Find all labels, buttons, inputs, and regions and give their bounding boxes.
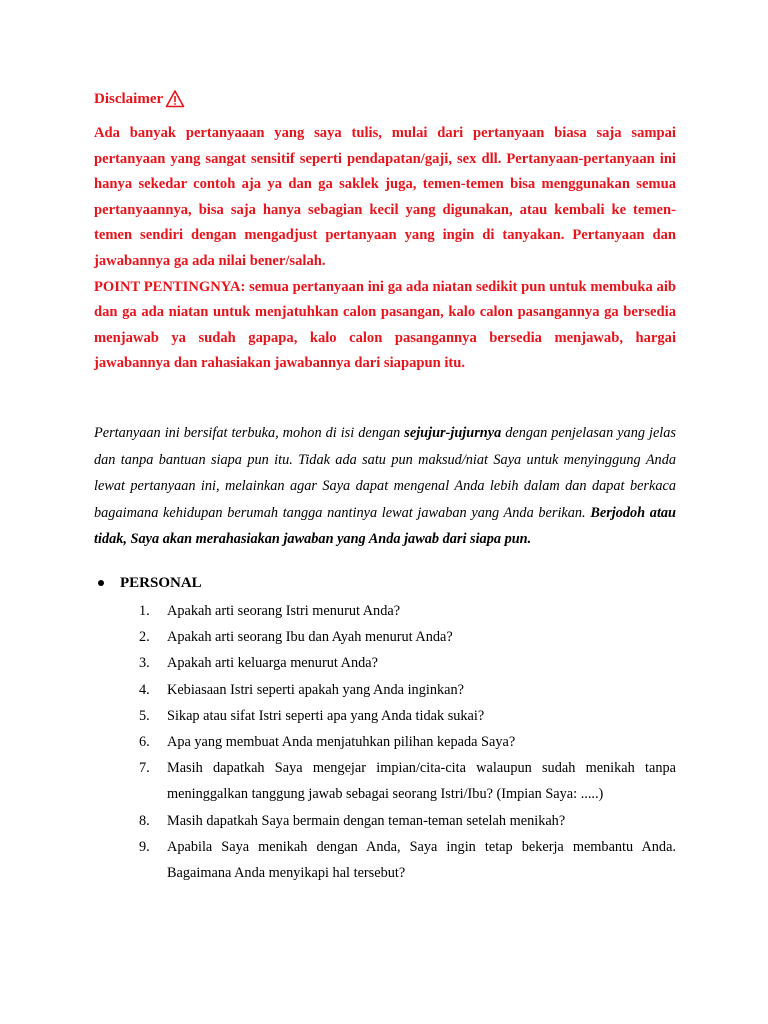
question-text: Apakah arti keluarga menurut Anda? <box>167 655 378 672</box>
intro-text-part1: Pertanyaan ini bersifat terbuka, mohon di isi dengan <box>94 424 405 441</box>
question-text: Apakah arti seorang Ibu dan Ayah menurut Anda? <box>167 629 453 646</box>
question-number: 3. <box>139 655 150 672</box>
question-list <box>139 598 676 886</box>
intro-text-part2: dengan penjelasan yang jelas dan tanpa bantuan siapa pun itu. Tidak ada satu pun maksud/niat Saya untuk menyinggung Anda lewat pertanyaan ini, melainkan agar Saya dapat mengenal Anda lebih dalam dan dapat berkaca bagaimana kehidupan berumah tangga nantinya lewat jawaban yang Anda berikan. <box>94 424 676 521</box>
section-heading <box>98 573 676 593</box>
intro-emphasis-confidentiality: Berjodoh atau tidak, Saya akan merahasiakan jawaban yang Anda jawab dari siapa pun. <box>94 504 677 548</box>
question-number: 4. <box>139 681 150 698</box>
question-text: Masih dapatkah Saya bermain dengan teman-teman setelah menikah? <box>167 812 566 829</box>
important-point-paragraph: POINT PENTINGNYA: semua pertanyaan ini ga ada niatan sedikit pun untuk membuka aib dan ga ada niatan untuk menjatuhkan calon pasangan, kalo calon pasangannya ga bersedia menjawab ya sudah gapapa, kalo calon pasangannya bersedia menjawab, hargai jawabannya dan rahasiakan jawabannya dari siapapun itu. <box>94 278 676 372</box>
question-number: 2. <box>139 629 150 646</box>
question-item <box>139 703 676 729</box>
question-item <box>139 677 676 703</box>
question-item <box>139 729 676 755</box>
question-text: Kebiasaan Istri seperti apakah yang Anda inginkan? <box>167 681 464 698</box>
question-number: 5. <box>139 707 150 724</box>
personal-section <box>94 573 676 886</box>
question-item <box>139 808 676 834</box>
disclaimer-paragraph: Ada banyak pertanyaaan yang saya tulis, mulai dari pertanyaan biasa saja sampai pertanyaan yang sangat sensitif seperti pendapatan/gaji, sex dll. Pertanyaan-pertanyaan ini hanya sekedar contoh aja ya dan ga saklek juga, temen-temen bisa menggunakan semua pertanyaannya, bisa saja hanya sebagian kecil yang digunakan, atau kembali ke temen-temen sendiri dengan mengadjust pertanyaan yang ingin di tanyakan. Pertanyaan dan jawabannya ga ada nilai bener/salah. <box>94 125 676 269</box>
intro-emphasis-honesty: sejujur-jujurnya <box>404 424 502 441</box>
intro-paragraph <box>94 420 676 553</box>
question-text: Sikap atau sifat Istri seperti apa yang Anda tidak sukai? <box>167 707 485 724</box>
document-content <box>94 86 676 886</box>
disclaimer-title: Disclaimer <box>94 91 164 107</box>
question-text: Apakah arti seorang Istri menurut Anda? <box>167 602 401 619</box>
question-text: Apa yang membuat Anda menjatuhkan pilihan kepada Saya? <box>167 733 516 750</box>
question-text: Masih dapatkah Saya mengejar impian/cita-cita walaupun sudah menikah tanpa meninggalkan tanggung jawab sebagai seorang Istri/Ibu? (Impian Saya: .....) <box>167 760 676 803</box>
section-heading-label: PERSONAL <box>120 574 202 591</box>
question-number: 6. <box>139 733 150 750</box>
warning-triangle-icon <box>165 89 185 109</box>
question-number: 9. <box>139 838 150 855</box>
question-text: Apabila Saya menikah dengan Anda, Saya ingin tetap bekerja membantu Anda. Bagaimana Anda menyikapi hal tersebut? <box>167 838 676 881</box>
question-item <box>139 650 676 676</box>
question-item <box>139 755 676 807</box>
question-number: 7. <box>139 760 150 777</box>
question-number: 1. <box>139 602 150 619</box>
question-number: 8. <box>139 812 150 829</box>
bullet-dot-icon <box>98 580 104 586</box>
question-item <box>139 834 676 886</box>
question-item <box>139 598 676 624</box>
question-item <box>139 624 676 650</box>
disclaimer-heading <box>94 86 676 112</box>
